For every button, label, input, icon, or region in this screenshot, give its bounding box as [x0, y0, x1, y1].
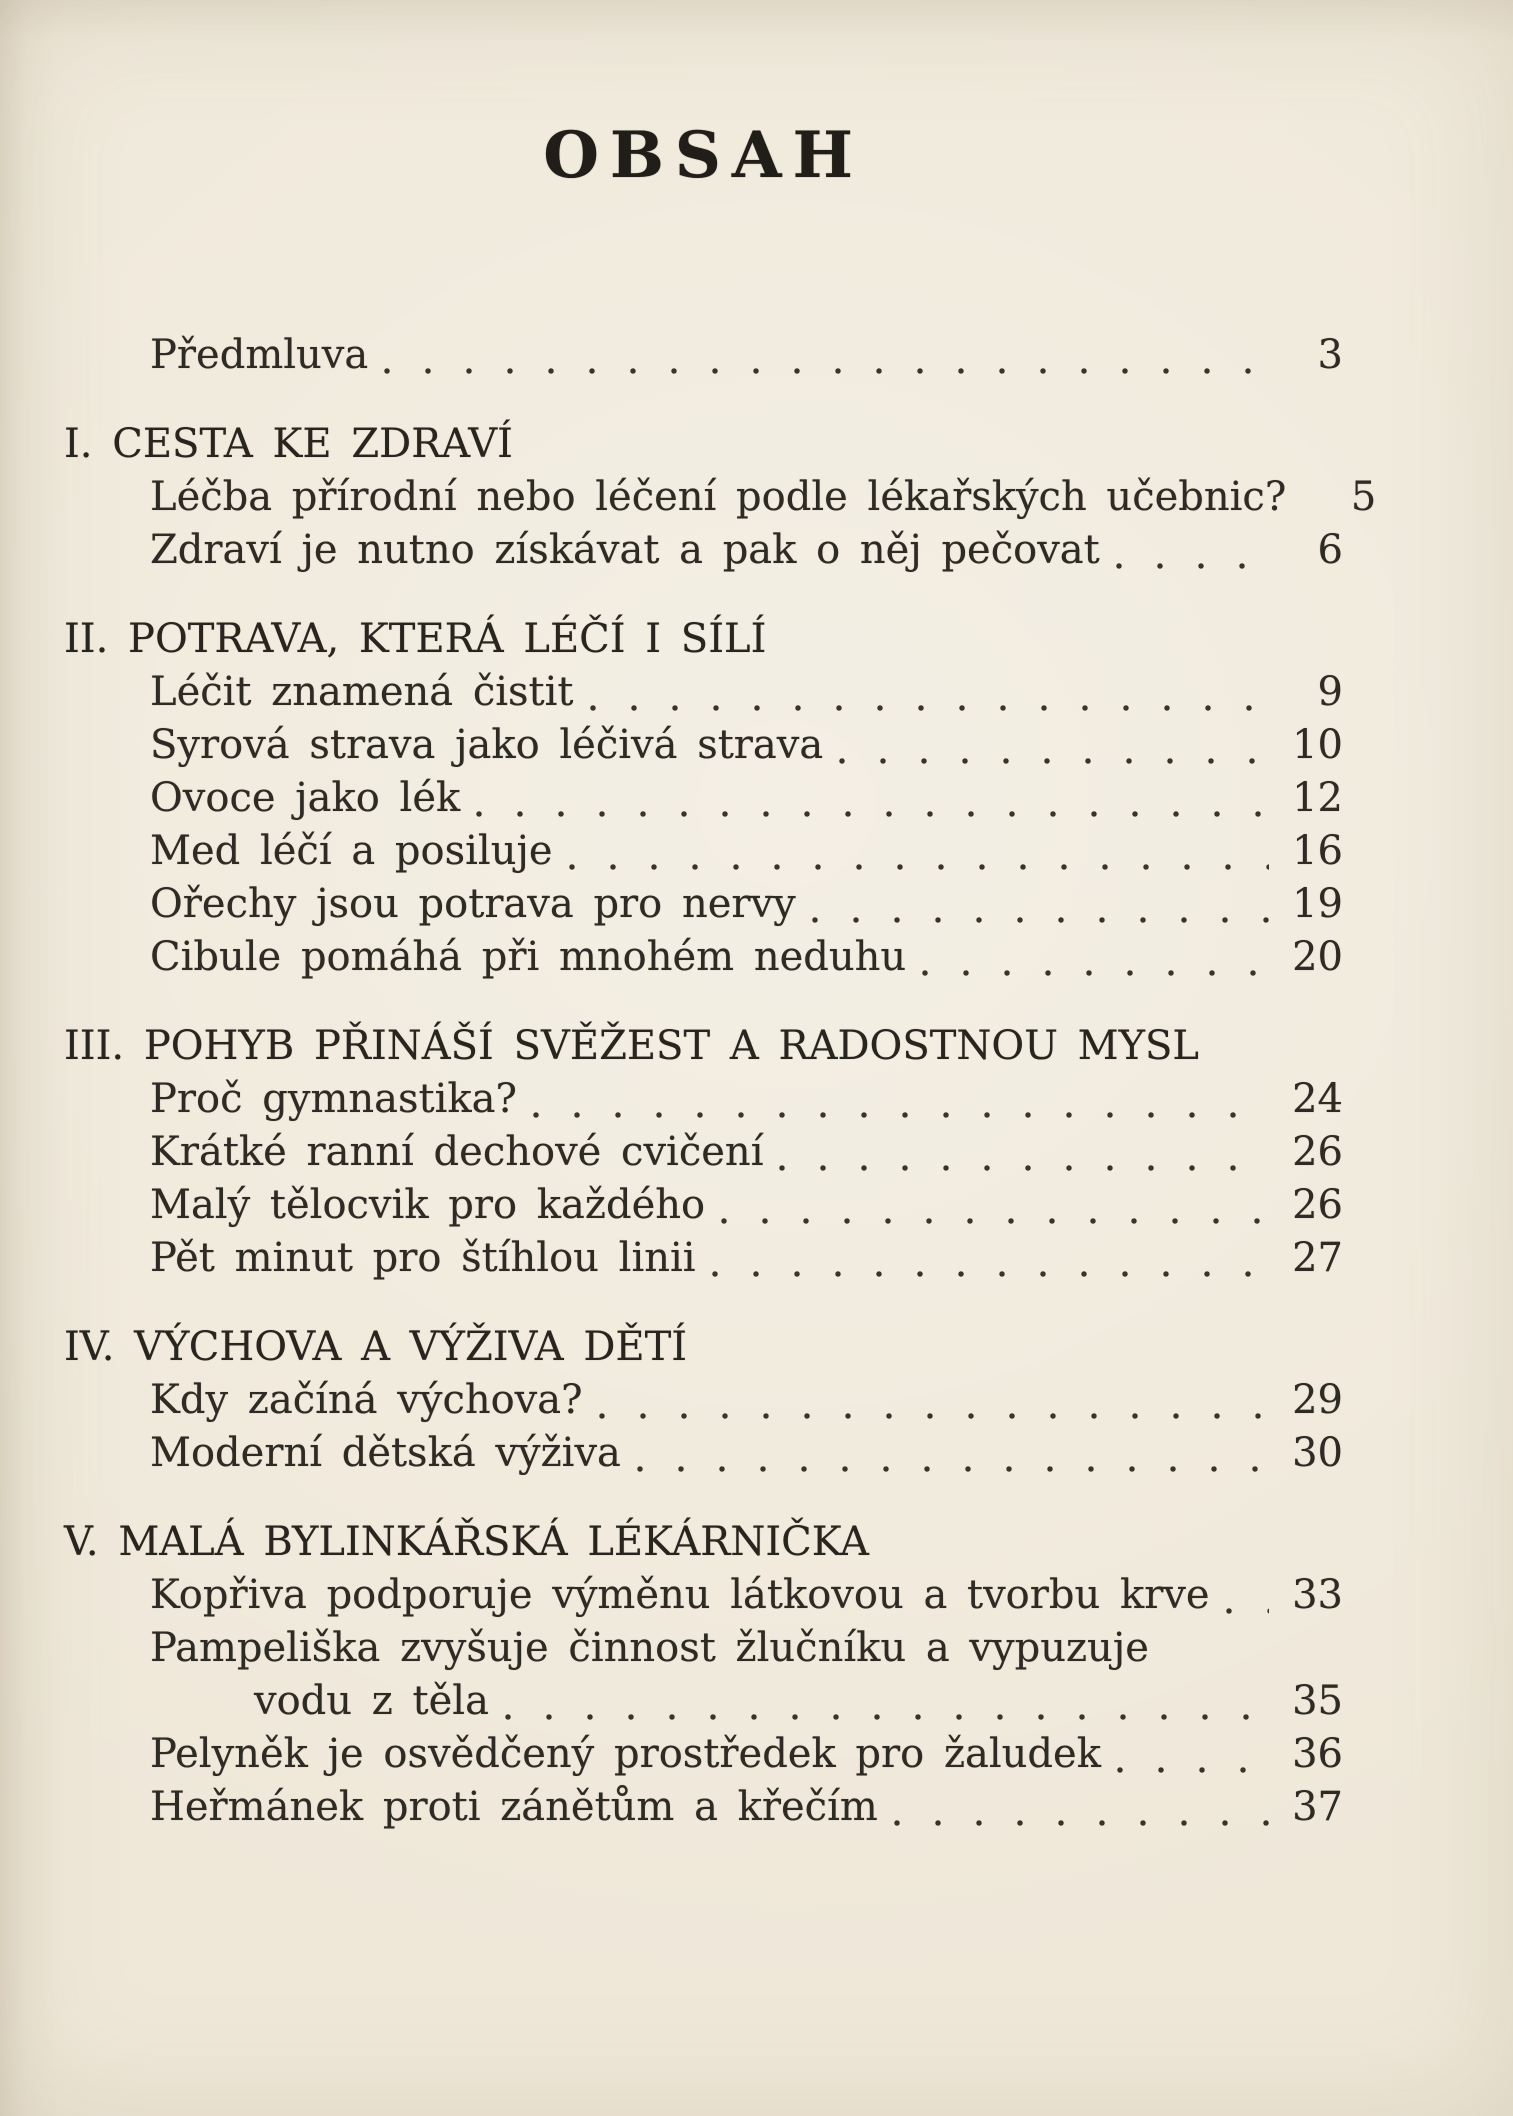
dot-leader	[533, 1073, 1269, 1126]
entry-title: Krátké ranní dechové cvičení	[150, 1129, 764, 1175]
dot-leader	[384, 329, 1269, 382]
toc-section-heading	[64, 1516, 1343, 1569]
dot-leader	[569, 825, 1269, 878]
toc-entry	[64, 1781, 1343, 1834]
page-number: 27	[1292, 1235, 1343, 1281]
entry-title: Léčit znamená čistit	[150, 669, 574, 715]
dot-leader	[505, 1675, 1269, 1728]
page-number: 37	[1292, 1784, 1343, 1830]
entry-title: Kopřiva podporuje výměnu látkovou a tvorbu krve	[150, 1572, 1210, 1618]
entry-title: Malý tělocvik pro každého	[150, 1182, 706, 1228]
dot-leader	[839, 719, 1269, 772]
page-number: 10	[1292, 722, 1343, 768]
entry-title: Pampeliška zvyšuje činnost žlučníku a vypuzuje	[150, 1625, 1149, 1671]
dot-leader	[779, 1126, 1269, 1179]
toc-entry	[64, 1427, 1343, 1480]
dot-leader	[637, 1427, 1269, 1480]
toc-entry	[64, 666, 1343, 719]
toc-entry	[64, 1622, 1343, 1675]
dot-leader	[1226, 1569, 1269, 1622]
toc-section-heading	[64, 1321, 1343, 1374]
page-number: 24	[1292, 1076, 1343, 1122]
entry-title: Zdraví je nutno získávat a pak o něj pečovat	[150, 527, 1100, 573]
entry-title: Heřmánek proti zánětům a křečím	[150, 1784, 878, 1830]
page-number: 20	[1292, 934, 1343, 980]
page-number: 29	[1292, 1377, 1343, 1423]
toc-entry	[64, 772, 1343, 825]
entry-title: Kdy začíná výchova?	[150, 1377, 583, 1423]
page-number: 3	[1317, 332, 1343, 378]
dot-leader	[1117, 1728, 1269, 1781]
page-number: 12	[1292, 775, 1343, 821]
entry-title: Pět minut pro štíhlou linii	[150, 1235, 696, 1281]
toc-entry	[64, 878, 1343, 931]
toc-entry	[64, 1675, 1343, 1728]
dot-leader	[721, 1179, 1269, 1232]
dot-leader	[1116, 524, 1269, 577]
dot-leader	[894, 1781, 1269, 1834]
page-number: 26	[1292, 1182, 1343, 1228]
page-number: 5	[1350, 474, 1377, 520]
section-heading-label: II. POTRAVA, KTERÁ LÉČÍ I SÍLÍ	[64, 616, 767, 662]
dot-leader	[590, 666, 1270, 719]
entry-title: Med léčí a posiluje	[150, 828, 553, 874]
toc-entry	[64, 719, 1343, 772]
page-number: 19	[1292, 881, 1343, 927]
entry-title: Cibule pomáhá při mnohém neduhu	[150, 934, 907, 980]
section-heading-label: III. POHYB PŘINÁŠÍ SVĚŽEST A RADOSTNOU MYSL	[64, 1023, 1199, 1069]
toc-entry	[64, 329, 1343, 382]
page-number: 35	[1292, 1678, 1343, 1724]
toc-entry	[64, 1179, 1343, 1232]
toc-entry	[64, 1569, 1343, 1622]
toc-section-heading	[64, 613, 1343, 666]
section-heading-label: V. MALÁ BYLINKÁŘSKÁ LÉKÁRNIČKA	[64, 1519, 869, 1565]
toc-section-heading	[64, 418, 1343, 471]
dot-leader	[922, 931, 1269, 984]
entry-title: Předmluva	[150, 332, 369, 378]
dot-leader	[476, 772, 1269, 825]
dot-leader	[712, 1232, 1269, 1285]
entry-title: Ovoce jako lék	[150, 775, 461, 821]
entry-title: Léčba přírodní nebo léčení podle lékařských učebnic?	[150, 474, 1287, 520]
page-number: 6	[1317, 527, 1343, 573]
toc-section-heading	[64, 1020, 1343, 1073]
entry-title: vodu z těla	[254, 1678, 489, 1724]
toc-entry	[64, 1126, 1343, 1179]
page-title: OBSAH	[543, 118, 864, 193]
section-heading-label: I. CESTA KE ZDRAVÍ	[64, 421, 513, 467]
entry-title: Syrová strava jako léčivá strava	[150, 722, 824, 768]
dot-leader	[599, 1374, 1269, 1427]
toc-entry	[64, 1728, 1343, 1781]
entry-title: Moderní dětská výživa	[150, 1430, 621, 1476]
toc-entry	[64, 825, 1343, 878]
page-number: 9	[1317, 669, 1343, 715]
toc-entry	[64, 471, 1377, 524]
page-number: 30	[1292, 1430, 1343, 1476]
entry-title: Ořechy jsou potrava pro nervy	[150, 881, 796, 927]
dot-leader	[812, 878, 1269, 931]
page-number: 36	[1292, 1731, 1343, 1777]
toc-entry	[64, 1232, 1343, 1285]
toc-entry	[64, 931, 1343, 984]
entry-title: Proč gymnastika?	[150, 1076, 517, 1122]
page-number: 26	[1292, 1129, 1343, 1175]
toc-entry	[64, 1374, 1343, 1427]
toc-entry	[64, 524, 1343, 577]
page-number: 16	[1292, 828, 1343, 874]
toc-entry	[64, 1073, 1343, 1126]
section-heading-label: IV. VÝCHOVA A VÝŽIVA DĚTÍ	[64, 1324, 688, 1370]
page-number: 33	[1292, 1572, 1343, 1618]
table-of-contents	[64, 329, 1377, 1834]
entry-title: Pelyněk je osvědčený prostředek pro žaludek	[150, 1731, 1101, 1777]
